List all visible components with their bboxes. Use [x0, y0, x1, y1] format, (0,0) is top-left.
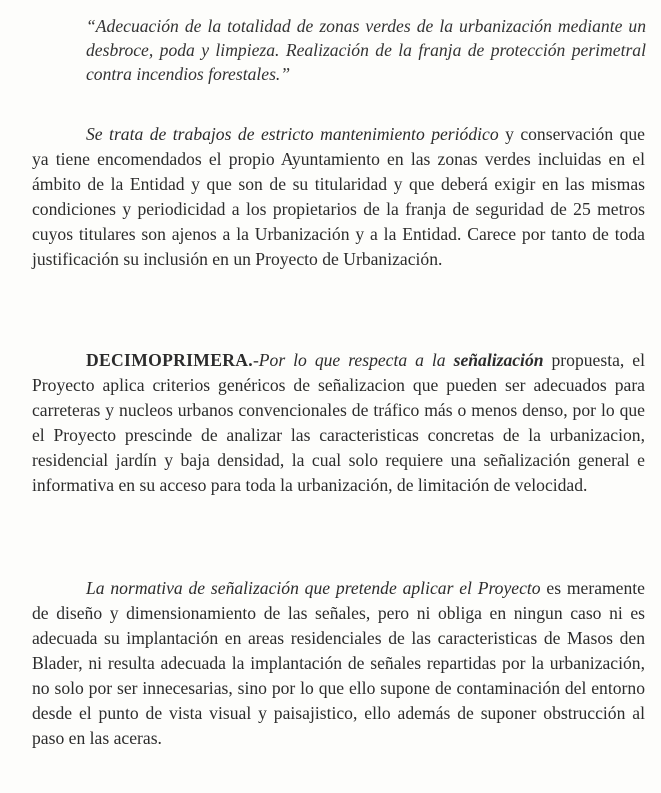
paragraph-body: y conservación que ya tiene encomendados el propio Ayuntamiento en las zonas verdes incluidas en el ámbito de la Entidad y que son de su titularidad y que deberá exigir en las mismas condiciones y periodicidad a los propietarios de la franja de seguridad de 25 metros cuyos titulares son ajenos a la Urbanización y a la Entidad. Carece por tanto de toda justificación su inclusión en un Proyecto de Urbanización. — [32, 124, 645, 269]
paragraph-body: es meramente de diseño y dimensionamiento de las señales, pero ni obliga en ningun caso ni es adecuada su implantación en areas residenciales de las caracteristicas de Masos den Blader, ni resulta adecuada la implantación de señales repartidas por la urbanización, no solo por ser innecesarias, sino por lo que ello supone de contaminación del entorno desde el punto de vista visual y paisajistico, ello además de suponer obstrucción al paso en las aceras. — [32, 578, 645, 748]
paragraph-decimoprimera — [32, 348, 645, 498]
paragraph-lead: Se trata de trabajos de estricto mantenimiento periódico — [86, 124, 499, 144]
paragraph-lead: La normativa de señalización que pretende aplicar el Proyecto — [86, 578, 541, 598]
quote-text: “Adecuación de la totalidad de zonas verdes de la urbanización mediante un desbroce, poda y limpieza. Realización de la franja de protección perimetral contra incendios forestales.” — [86, 16, 646, 84]
paragraph-maintenance — [32, 122, 645, 272]
quoted-item — [86, 14, 646, 86]
section-heading: DECIMOPRIMERA. — [86, 350, 253, 370]
paragraph-body: propuesta, el Proyecto aplica criterios genéricos de señalizacion que pueden ser adecuados para carreteras y nucleos urbanos convencionales de tráfico más o menos denso, por lo que el Proyecto prescinde de analizar las caracteristicas concretas de la urbanizacion, residencial jardín y baja densidad, la cual solo requiere una señalización general e informativa en su acceso para toda la urbanización, de limitación de velocidad. — [32, 350, 645, 495]
paragraph-keyword: señalización — [453, 350, 544, 370]
paragraph-lead: -Por lo que respecta a la — [252, 350, 454, 370]
paragraph-normativa — [32, 576, 645, 751]
